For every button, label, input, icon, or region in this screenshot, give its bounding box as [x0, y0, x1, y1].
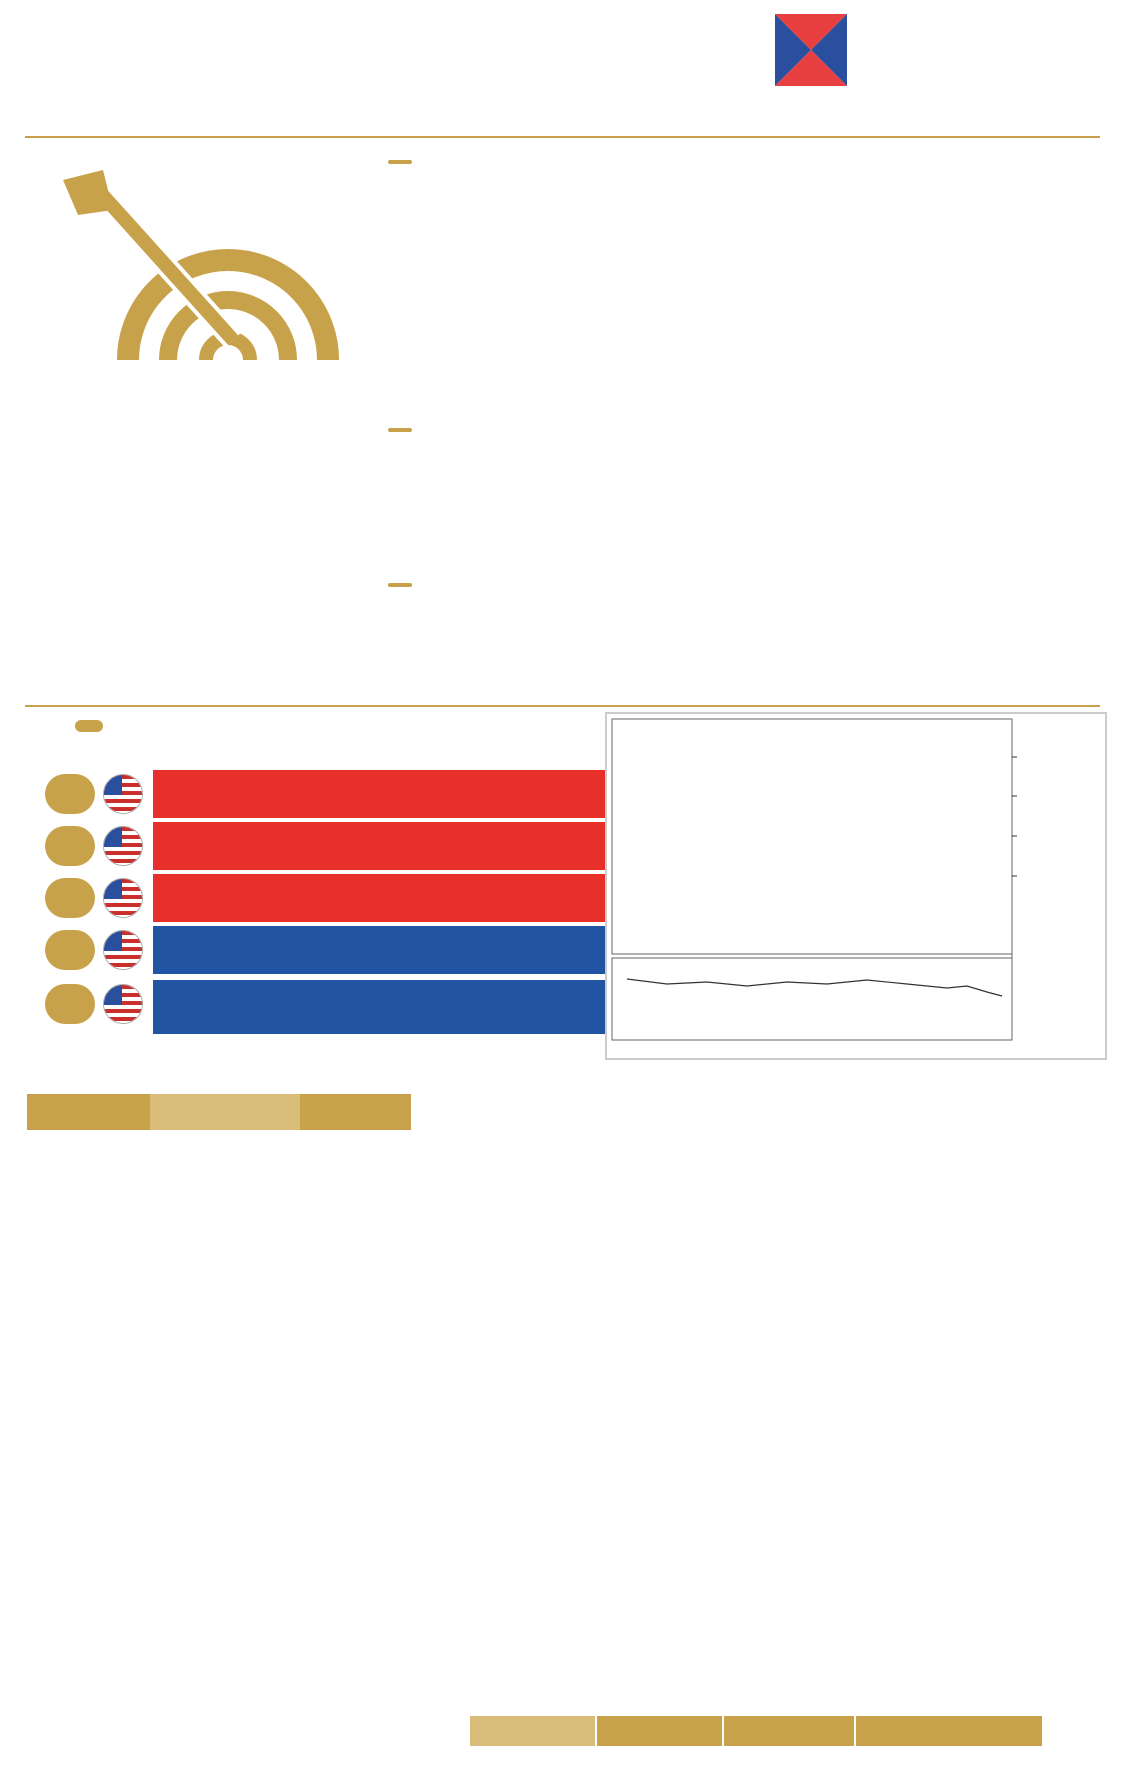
stat-header — [470, 1716, 595, 1746]
candlestick-chart — [607, 714, 1105, 1058]
header-sep — [150, 1094, 300, 1130]
day-trade-tag — [388, 428, 412, 432]
calendar-event-text — [153, 874, 605, 922]
us-flag-icon — [103, 984, 143, 1024]
calendar-event — [45, 822, 605, 870]
calendar-event-text — [153, 926, 605, 974]
x-axis-labels — [615, 1041, 1015, 1059]
calendar-day — [45, 774, 95, 814]
us-flag-icon — [103, 878, 143, 918]
calendar-day — [45, 930, 95, 970]
reasons-tag — [388, 160, 412, 164]
calendar-day — [45, 984, 95, 1024]
price-chart-panel — [605, 712, 1107, 1060]
header-divider — [25, 136, 1100, 138]
calendar-event — [45, 926, 605, 974]
calendar-day — [45, 878, 95, 918]
calendar-event — [45, 980, 605, 1028]
gold-spdr-chart-svg — [455, 1075, 1015, 1345]
calendar-event — [45, 770, 605, 818]
calendar-event-text — [153, 980, 605, 1034]
calendar-event — [45, 874, 605, 922]
trend-trade-tag — [388, 583, 412, 587]
stat-header — [724, 1716, 854, 1746]
gold-spdr-chart — [455, 1075, 1015, 1345]
us-flag-icon — [103, 826, 143, 866]
calendar-event-text — [153, 822, 605, 870]
target-arrow-icon — [58, 170, 358, 370]
calendar-title — [75, 720, 103, 732]
calendar-event-text — [153, 770, 605, 818]
us-flag-icon — [103, 774, 143, 814]
stat-header — [597, 1716, 722, 1746]
company-logo-icon — [775, 14, 847, 86]
section-divider — [25, 705, 1100, 707]
us-flag-icon — [103, 930, 143, 970]
stat-header — [856, 1716, 1042, 1746]
calendar-day — [45, 826, 95, 866]
